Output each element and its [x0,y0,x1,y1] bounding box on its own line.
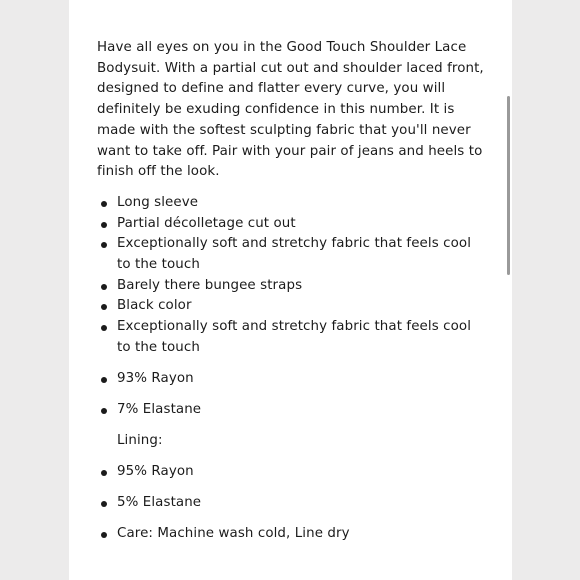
care-instructions: Care: Machine wash cold, Line dry [97,524,487,545]
bullet-icon [101,408,107,414]
bullet-icon [101,470,107,476]
product-description-content [97,38,487,555]
product-details-panel [69,0,512,580]
list-item: Black color [97,296,487,317]
bullet-icon [101,532,107,538]
bullet-icon [101,242,107,248]
list-item: 7% Elastane [97,400,487,421]
product-description: Have all eyes on you in the Good Touch Shoulder Lace Bodysuit. With a partial cut out and shoulder laced front, designed to define and flatter every curve, you will definitely be exuding confidence in this number. It is made with the softest sculpting fabric that you'll never want to take off. Pair with your pair of jeans and heels to finish off the look. [97,40,484,180]
list-item: Long sleeve [97,193,487,214]
lining-list [97,462,487,545]
list-item: Exceptionally soft and stretchy fabric that feels cool to the touch [97,317,487,358]
list-item: 93% Rayon [97,369,487,390]
list-item: Exceptionally soft and stretchy fabric that feels cool to the touch [97,234,487,275]
lining-label: Lining: [117,432,163,448]
bullet-icon [101,201,107,207]
fabric-list [97,369,487,421]
list-item: 5% Elastane [97,493,487,514]
bullet-icon [101,222,107,228]
feature-list [97,193,487,359]
list-item: Partial décolletage cut out [97,214,487,235]
list-item: Barely there bungee straps [97,276,487,297]
scrollbar[interactable] [507,96,510,275]
list-item: 95% Rayon [97,462,487,483]
bullet-icon [101,284,107,290]
bullet-icon [101,325,107,331]
bullet-icon [101,304,107,310]
bullet-icon [101,377,107,383]
bullet-icon [101,501,107,507]
